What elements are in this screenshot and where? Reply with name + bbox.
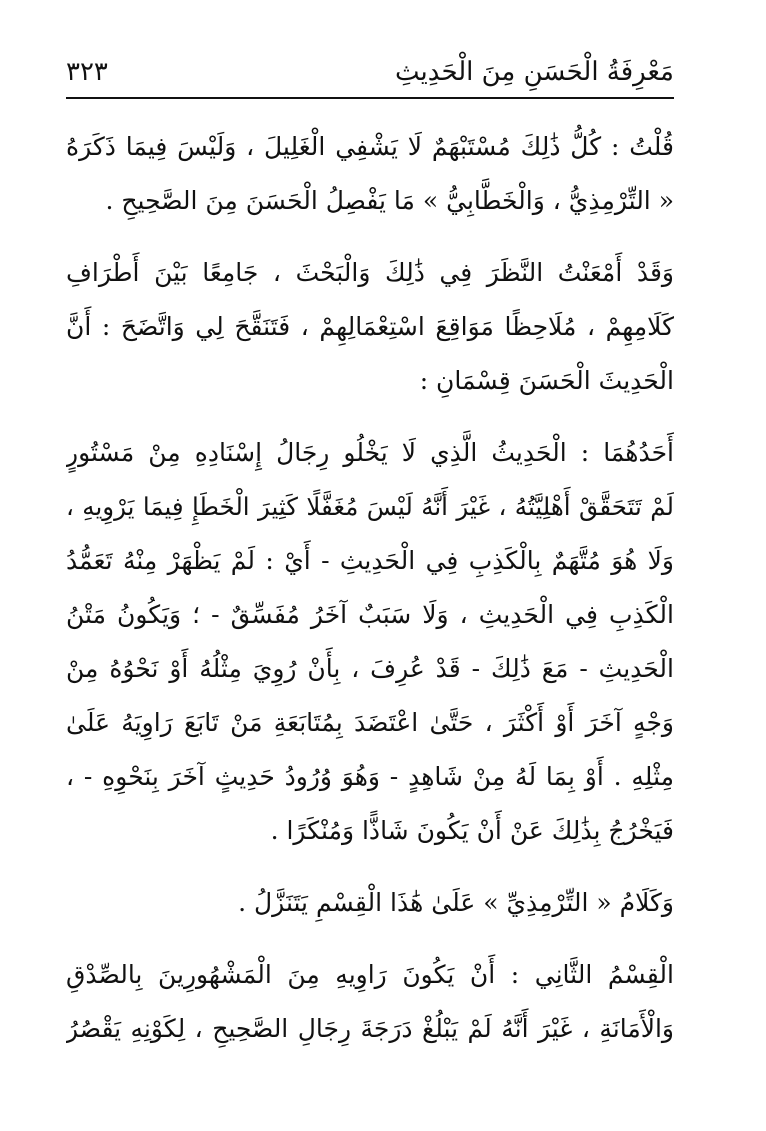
paragraph-2 [66, 246, 674, 408]
paragraph-1 [66, 120, 674, 228]
text-line: وَجْهٍ آخَرَ أَوْ أَكْثَرَ ، حَتَّىٰ اعْتَضَدَ بِمُتَابَعَةِ مَنْ تَابَعَ رَاوِيَهُ عَلَىٰ [66, 708, 674, 737]
page-header [66, 50, 674, 90]
running-title: مَعْرِفَةُ الْحَسَنِ مِنَ الْحَدِيثِ [395, 57, 674, 87]
paragraph-4 [66, 876, 674, 930]
page-number: ٣٢٣ [66, 57, 108, 87]
text-line: وَقَدْ أَمْعَنْتُ النَّظَرَ فِي ذَٰلِكَ وَالْبَحْثَ ، جَامِعًا بَيْنَ أَطْرَافِ [66, 258, 674, 287]
text-line: قُلْتُ : كُلُّ ذَٰلِكَ مُسْتَبْهَمٌ لَا يَشْفِي الْغَلِيلَ ، وَلَيْسَ فِيمَا ذَكَرَهُ [66, 132, 674, 161]
text-line: وَلَا هُوَ مُتَّهَمٌ بِالْكَذِبِ فِي الْحَدِيثِ - أَيْ : لَمْ يَظْهَرْ مِنْهُ تَعَمُّدُ [66, 546, 674, 575]
text-line: لَمْ تَتَحَقَّقْ أَهْلِيَّتُهُ ، غَيْرَ أَنَّهُ لَيْسَ مُغَفَّلًا كَثِيرَ الْخَطَإِ فِيمَا يَرْوِيهِ ، [66, 492, 674, 521]
text-line: « التِّرْمِذِيُّ ، وَالْخَطَّابِيُّ » مَا يَفْصِلُ الْحَسَنَ مِنَ الصَّحِيحِ . [105, 186, 674, 215]
text-line: الْحَدِيثَ الْحَسَنَ قِسْمَانِ : [419, 366, 674, 395]
text-line: الْحَدِيثِ - مَعَ ذَٰلِكَ - قَدْ عُرِفَ ، بِأَنْ رُوِيَ مِثْلُهُ أَوْ نَحْوُهُ مِنْ [66, 654, 674, 683]
text-line: مِثْلِهِ . أَوْ بِمَا لَهُ مِنْ شَاهِدٍ - وَهُوَ وُرُودُ حَدِيثٍ آخَرَ بِنَحْوِهِ - ، [66, 762, 674, 791]
page-body [66, 120, 674, 1074]
text-line: وَكَلَامُ « التِّرْمِذِيِّ » عَلَىٰ هَٰذَا الْقِسْمِ يَتَنَزَّلُ . [238, 888, 674, 917]
text-line: الْكَذِبِ فِي الْحَدِيثِ ، وَلَا سَبَبٌ آخَرُ مُفَسِّقٌ - ؛ وَيَكُونُ مَتْنُ [66, 600, 674, 629]
paragraph-3 [66, 426, 674, 858]
text-line: أَحَدُهُمَا : الْحَدِيثُ الَّذِي لَا يَخْلُو رِجَالُ إِسْنَادِهِ مِنْ مَسْتُورٍ [66, 438, 674, 467]
text-line: فَيَخْرُجُ بِذَٰلِكَ عَنْ أَنْ يَكُونَ شَاذًّا وَمُنْكَرًا . [270, 816, 674, 845]
header-rule [66, 97, 674, 99]
paragraph-5 [66, 948, 674, 1056]
text-line: وَالْأَمَانَةِ ، غَيْرَ أَنَّهُ لَمْ يَبْلُغْ دَرَجَةَ رِجَالِ الصَّحِيحِ ، لِكَوْنِهِ يَقْصُرُ [66, 1014, 674, 1043]
text-line: الْقِسْمُ الثَّانِي : أَنْ يَكُونَ رَاوِيهِ مِنَ الْمَشْهُورِينَ بِالصِّدْقِ [66, 960, 674, 989]
text-line: كَلَامِهِمْ ، مُلَاحِظًا مَوَاقِعَ اسْتِعْمَالِهِمْ ، فَتَنَقَّحَ لِي وَاتَّضَحَ : أَنَّ [66, 312, 674, 341]
